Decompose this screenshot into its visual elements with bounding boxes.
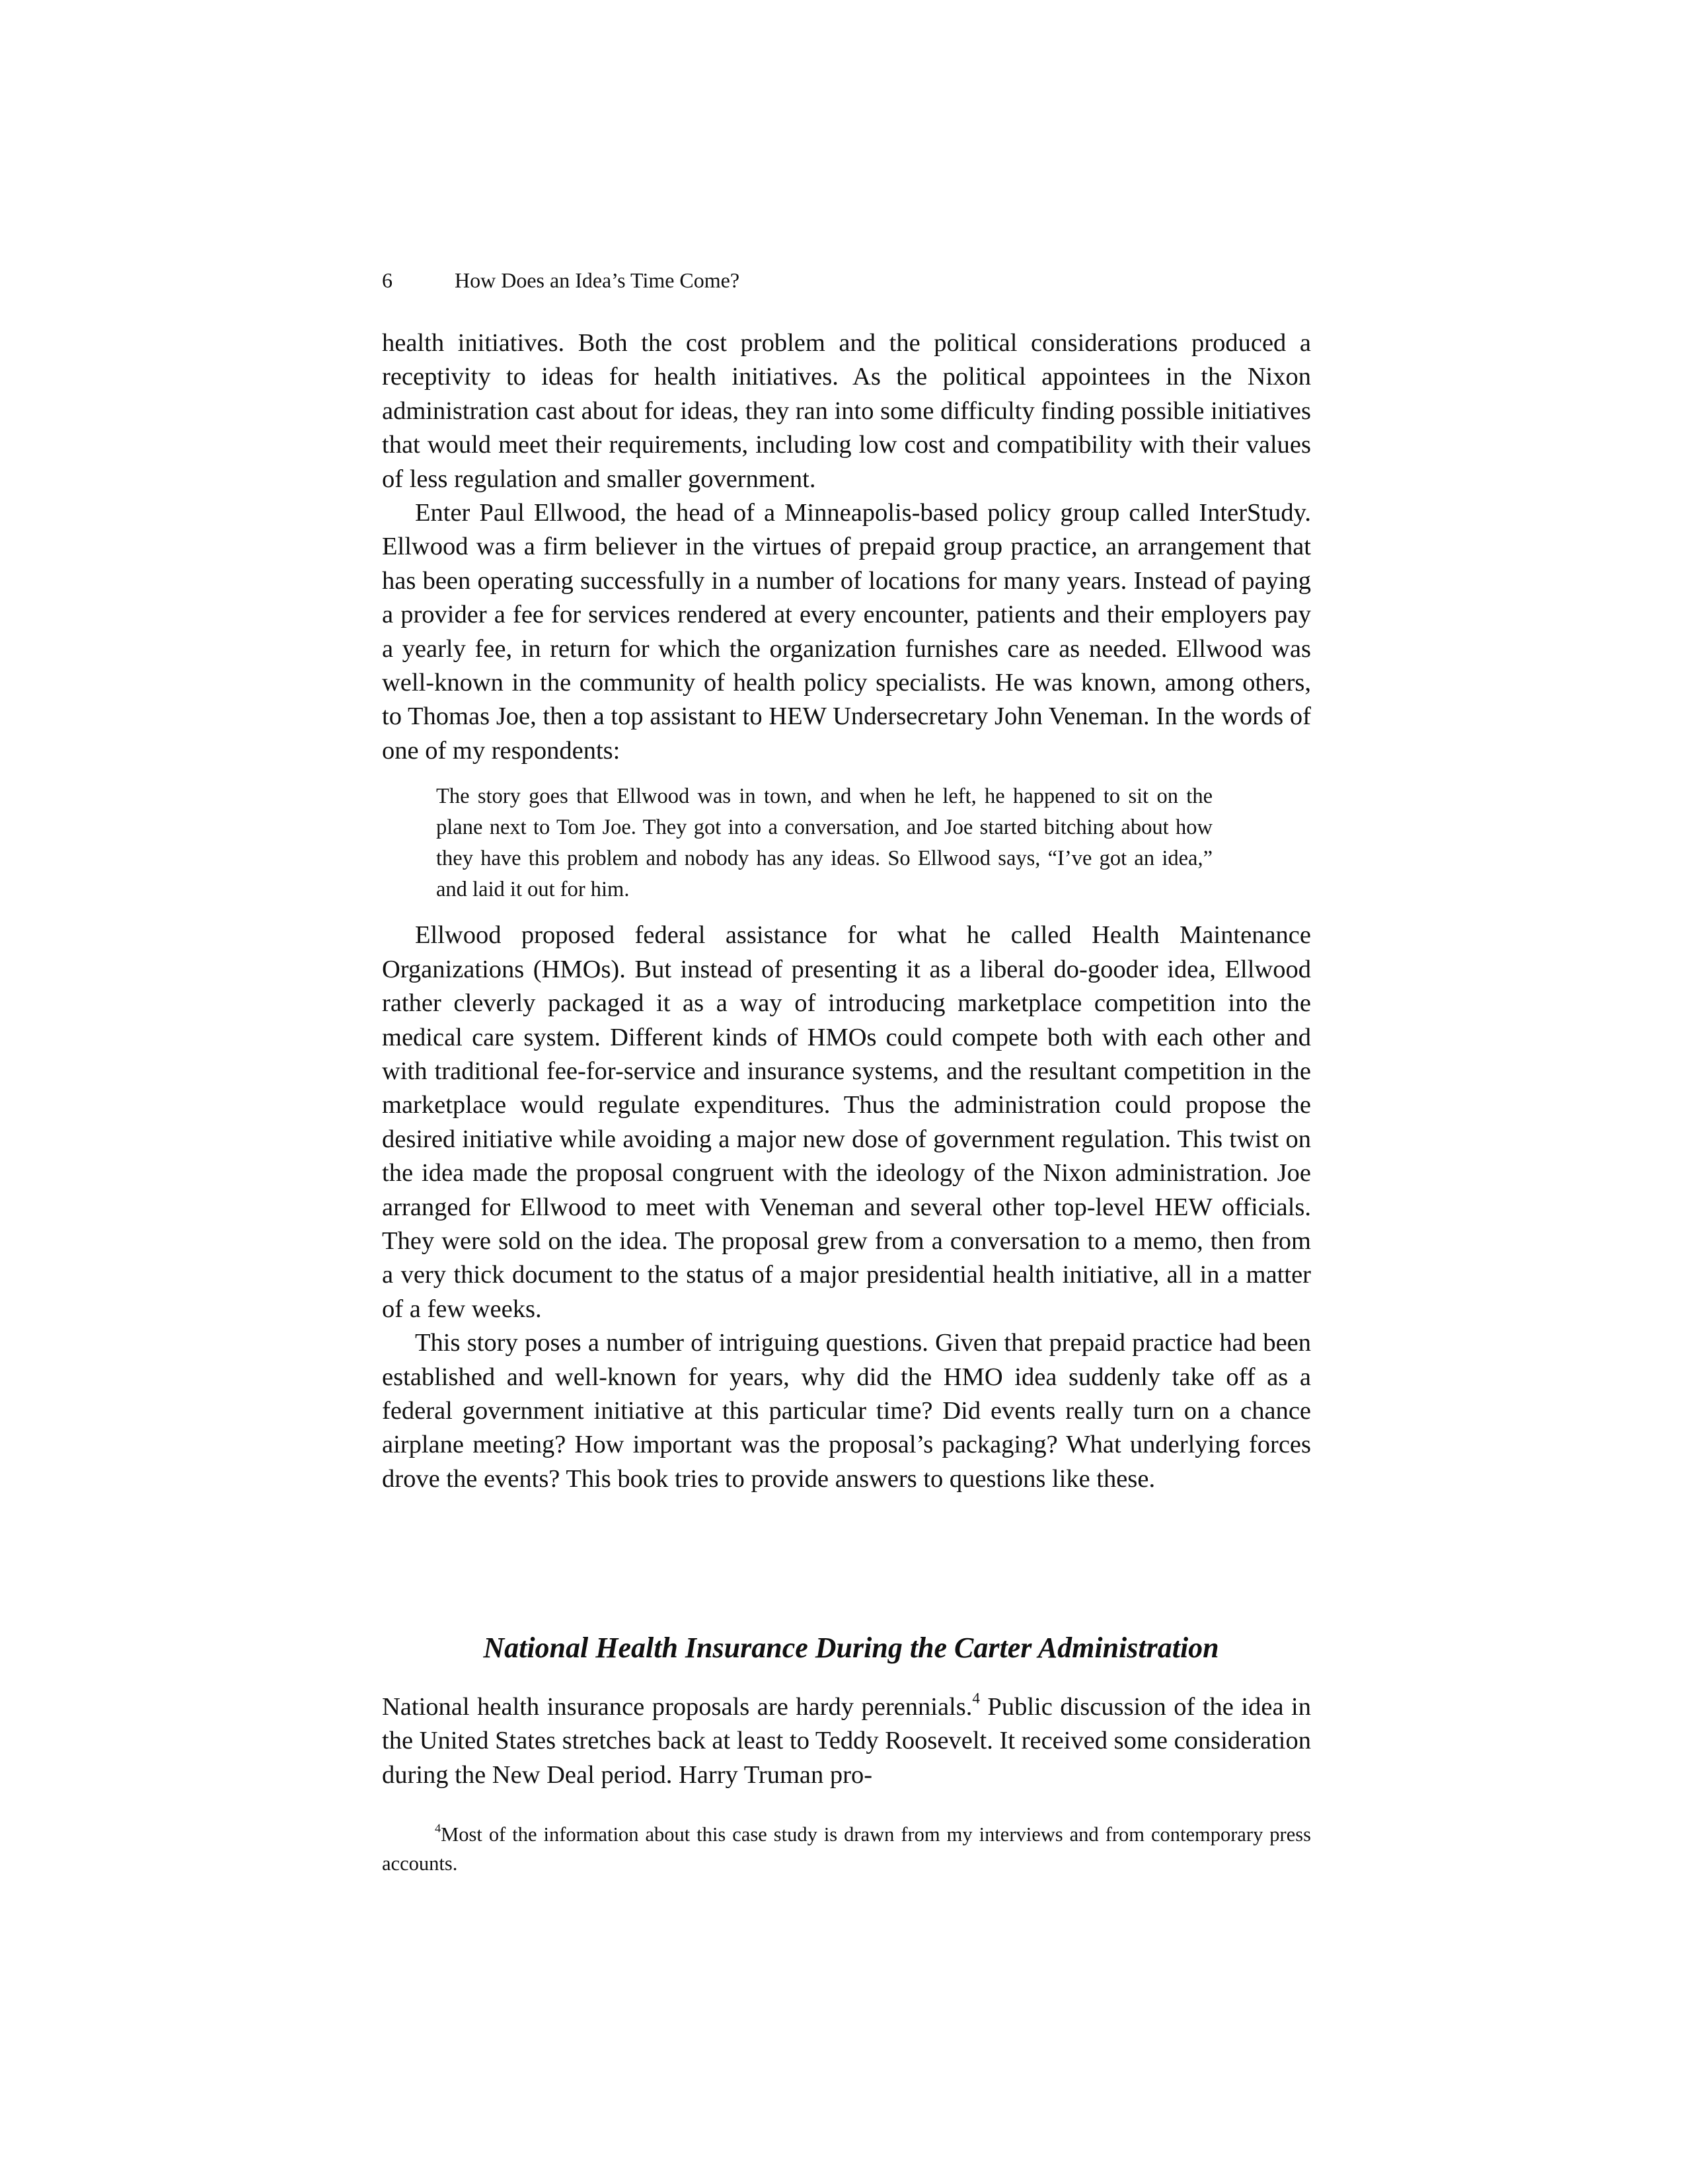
- paragraph: health initiatives. Both the cost problem and the political considerations produced a receptivity to ideas for health initiatives. As the political appointees in the Nixon administration cast about for ideas, they ran into some difficulty finding possible initiatives that would meet their requirements, including low cost and compatibility with their values of less regulation and smaller government.: [382, 329, 1311, 493]
- page-number: 6: [382, 268, 393, 292]
- paragraph: [382, 1690, 1311, 1792]
- section-heading: National Health Insurance During the Carter Administration: [483, 1632, 1219, 1664]
- section-body: [382, 1690, 1311, 1792]
- paragraph-text: National health insurance proposals are hardy perennials.: [382, 1693, 973, 1721]
- footnote-marker: 4: [435, 1821, 441, 1835]
- footnote: [382, 1820, 1311, 1878]
- paragraph-text: Public discussion of the idea in the United States stretches back at least to Teddy Roosevelt. It received some consideration during the New Deal period. Harry Truman pro-: [382, 1693, 1312, 1789]
- running-header: [382, 266, 1307, 295]
- running-title: How Does an Idea’s Time Come?: [455, 268, 740, 292]
- body-text: [382, 326, 1311, 1496]
- block-quote: The story goes that Ellwood was in town, and when he left, he happened to sit on the plane next to Tom Joe. They got into a conversation, and Joe started bitching about how they have this problem and nobody has any ideas. So Ellwood says, “I’ve got an idea,” and laid it out for him.: [436, 784, 1213, 902]
- paragraph: Enter Paul Ellwood, the head of a Minneapolis-based policy group called InterStudy. Ellwood was a firm believer in the virtues of prepaid group practice, an arrangement that has been operating successfully in a number of locations for many years. Instead of paying a provider a fee for services rendered at every encounter, patients and their employers pay a yearly fee, in return for which the organization furnishes care as needed. Ellwood was well-known in the community of health policy specialists. He was known, among others, to Thomas Joe, then a top assistant to HEW Undersecretary John Veneman. In the words of one of my respondents:: [382, 499, 1311, 765]
- footnote-reference: 4: [972, 1689, 980, 1707]
- paragraph: This story poses a number of intriguing questions. Given that prepaid practice had been established and well-known for years, why did the HMO idea suddenly take off as a federal government initiative at this particular time? Did events really turn on a chance airplane meeting? How important was the proposal’s packaging? What underlying forces drove the events? This book tries to provide answers to questions like these.: [382, 1329, 1311, 1493]
- paragraph: Ellwood proposed federal assistance for what he called Health Maintenance Organizations (HMOs). But instead of presenting it as a liberal do-gooder idea, Ellwood rather cleverly packaged it as a way of introducing marketplace competition into the medical care system. Different kinds of HMOs could compete both with each other and with traditional fee-for-service and insurance systems, and the resultant competition in the marketplace would regulate expenditures. Thus the administration could propose the desired initiative while avoiding a major new dose of government regulation. This twist on the idea made the proposal congruent with the ideology of the Nixon administration. Joe arranged for Ellwood to meet with Veneman and several other top-level HEW officials. They were sold on the idea. The proposal grew from a conversation to a memo, then from a very thick document to the status of a major presidential health initiative, all in a matter of a few weeks.: [382, 921, 1311, 1323]
- footnote-text: Most of the information about this case study is drawn from my interviews and from contemporary press accounts.: [382, 1823, 1311, 1875]
